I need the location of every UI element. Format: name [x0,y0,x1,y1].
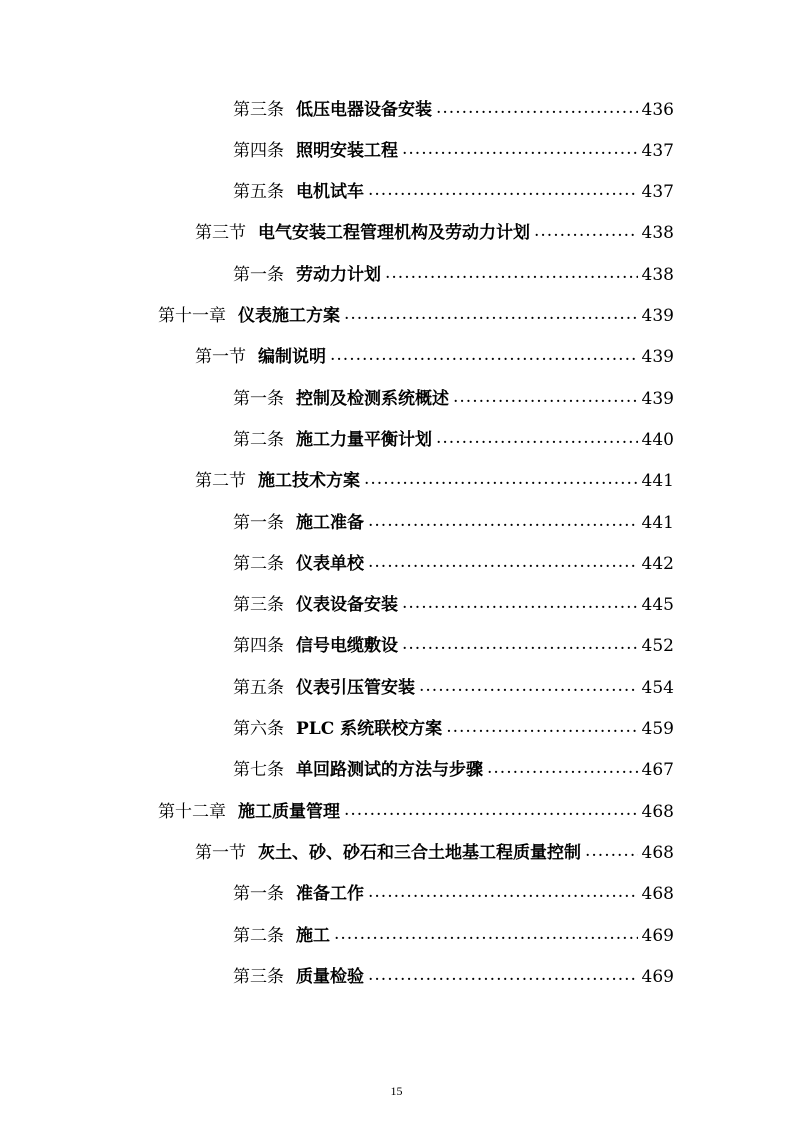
toc-entry-title: 编制说明 [258,347,326,368]
toc-entry[interactable] [233,751,674,791]
toc-entry-title: 仪表施工方案 [238,306,340,326]
dot-leader [487,762,638,779]
toc-entry-title: 灰土、砂、砂石和三合土地基工程质量控制 [258,842,581,863]
dot-leader [436,102,638,119]
toc-entry-title: 施工质量管理 [238,801,340,822]
dot-leader [364,473,638,490]
dot-leader [534,225,638,242]
toc-entry[interactable] [195,833,674,873]
toc-entry-title: 信号电缆敷设 [296,636,398,657]
toc-entry-number: 第六条 [233,719,284,739]
toc-entry[interactable] [195,462,674,502]
toc-entry-number: 第四条 [233,140,284,161]
toc-entry-title: 仪表引压管安装 [296,677,415,698]
toc-entry-number: 第三条 [233,595,284,616]
toc-entry[interactable] [233,131,674,171]
toc-entry-page: 468 [641,884,674,905]
toc-entry-page: 438 [641,223,674,244]
toc-entry[interactable] [158,297,674,337]
toc-entry-title: 质量检验 [296,966,364,987]
toc-entry[interactable] [233,586,674,626]
toc-entry[interactable] [233,255,674,295]
toc-entry-title: 低压电器设备安装 [296,99,432,120]
toc-entry-page: 441 [641,471,674,492]
toc-entry-page: 468 [641,801,674,822]
dot-leader [334,928,638,945]
toc-entry[interactable] [195,338,674,378]
toc-entry-title: 施工力量平衡计划 [296,429,432,450]
toc-entry-number: 第一条 [233,264,284,285]
page-number: 15 [390,1084,403,1098]
toc-entry-number: 第一条 [233,884,284,905]
dot-leader [368,886,638,903]
toc-entry[interactable] [195,214,674,254]
toc-entry-page: 469 [641,966,674,987]
toc-entry-number: 第十一章 [158,306,226,326]
dot-leader [419,680,638,697]
dot-leader [402,638,638,655]
dot-leader [344,804,638,821]
toc-entry[interactable] [233,173,674,213]
toc-entry-number: 第一条 [233,388,284,409]
toc-entry-title: 电气安装工程管理机构及劳动力计划 [258,223,530,244]
toc-entry-title: 电机试车 [296,182,364,203]
toc-entry[interactable] [233,544,674,584]
toc-entry[interactable] [233,379,674,419]
toc-entry-page: 467 [641,760,674,781]
toc-entry[interactable] [233,710,674,750]
toc-entry-page: 441 [641,512,674,533]
dot-leader [446,721,637,738]
toc-entry-page: 437 [641,140,674,161]
toc-entry-number: 第二条 [233,553,284,574]
toc-entry-page: 439 [641,306,674,326]
toc-entry-page: 439 [641,388,674,409]
toc-entry[interactable] [233,668,674,708]
dot-leader [330,349,638,366]
dot-leader [368,969,638,986]
toc-entry-title: 施工 [296,925,330,946]
dot-leader [453,391,638,408]
toc-entry-page: 459 [641,719,674,739]
toc-entry-number: 第三条 [233,99,284,120]
toc-entry-page: 439 [641,347,674,368]
toc-entry-number: 第三条 [233,966,284,987]
toc-entry-title: 控制及检测系统概述 [296,388,449,409]
toc-entry-title: 仪表设备安装 [296,595,398,616]
toc-entry-page: 454 [641,677,674,698]
toc-entry-page: 440 [641,429,674,450]
toc-entry-number: 第一节 [195,842,246,863]
toc-entry-title: 施工准备 [296,512,364,533]
toc-entry-number: 第一节 [195,347,246,368]
toc-entry-number: 第十二章 [158,801,226,822]
dot-leader [402,597,638,614]
toc-entry-title: 照明安装工程 [296,140,398,161]
toc-entry[interactable] [233,627,674,667]
dot-leader [344,308,638,325]
toc-entry-page: 436 [641,99,674,120]
toc-entry[interactable] [233,957,674,997]
toc-entry-page: 469 [641,925,674,946]
toc-entry-title: 准备工作 [296,884,364,905]
toc-entry[interactable] [233,503,674,543]
toc-entry-page: 438 [641,264,674,285]
toc-entry[interactable] [233,420,674,460]
toc-entry-title: 仪表单校 [296,553,364,574]
toc-entry-page: 468 [641,842,674,863]
toc-entry[interactable] [233,875,674,915]
dot-leader [585,845,638,862]
toc-entry-number: 第二条 [233,429,284,450]
toc-entry-page: 442 [641,553,674,574]
toc-entry-page: 437 [641,182,674,203]
toc-entry-number: 第五条 [233,677,284,698]
toc-entry-page: 452 [641,636,674,657]
dot-leader [402,143,638,160]
toc-entry-number: 第二节 [195,471,246,492]
toc-entry-number: 第四条 [233,636,284,657]
toc-entry-title: 单回路测试的方法与步骤 [296,760,483,781]
toc-entry-title: 劳动力计划 [296,264,381,285]
toc-entry[interactable] [233,90,674,130]
dot-leader [436,432,638,449]
toc-entry[interactable] [158,792,674,832]
toc-entry-page: 445 [641,595,674,616]
toc-entry-title: 施工技术方案 [258,471,360,492]
toc-entry[interactable] [233,916,674,956]
dot-leader [368,184,638,201]
toc-entry-title: PLC 系统联校方案 [296,719,443,739]
dot-leader [385,267,638,284]
dot-leader [368,556,638,573]
toc-entry-number: 第一条 [233,512,284,533]
toc-entry-number: 第三节 [195,223,246,244]
dot-leader [368,515,638,532]
toc-entry-number: 第五条 [233,182,284,203]
toc-entry-number: 第七条 [233,760,284,781]
toc-entry-number: 第二条 [233,925,284,946]
